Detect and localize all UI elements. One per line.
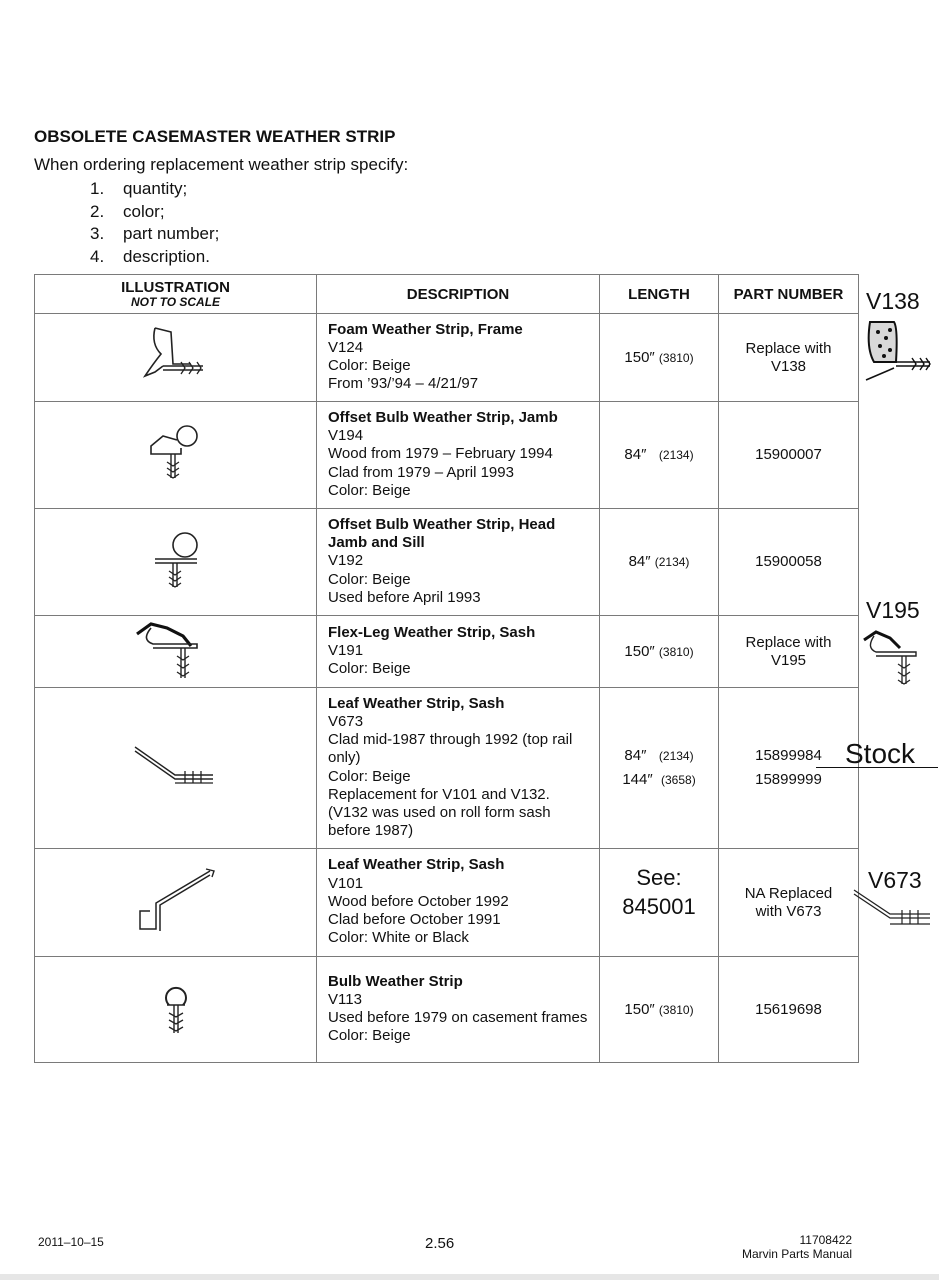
intro-text: When ordering replacement weather strip specify:: [34, 155, 409, 174]
description-line: Clad before October 1991: [328, 911, 501, 929]
description-line: Replacement for V101 and V132.: [328, 785, 550, 803]
length-inches: 144″: [622, 771, 653, 788]
table-row: [35, 616, 859, 688]
description-line: Color: White or Black: [328, 929, 469, 947]
v138-replacement-illustration: [860, 318, 936, 388]
part-line: Replace with: [745, 339, 832, 357]
illustration-cell: [35, 849, 317, 957]
length-inches: 150″: [624, 642, 655, 660]
description-line: Color: Beige: [328, 767, 411, 785]
table-row: [35, 314, 859, 402]
length-mm: (2134): [654, 555, 690, 569]
part-line: V195: [770, 651, 807, 669]
part-line: Replace with: [745, 633, 832, 651]
footer-doc-info: [742, 1233, 852, 1261]
part-line: 15899999: [755, 771, 822, 788]
part-line: 15900058: [755, 553, 822, 570]
leaf-weather-strip-v101-illustration: [136, 865, 216, 935]
step-number: 1.: [90, 179, 105, 198]
page-number: 2.56: [425, 1235, 455, 1252]
length-cell: [600, 849, 719, 957]
step-text: quantity;: [123, 179, 188, 198]
header-part-number: PART NUMBER: [719, 275, 859, 314]
model-code: V673: [328, 712, 364, 730]
table-row: [35, 849, 859, 957]
part-number-cell: [719, 314, 859, 402]
note-v673-label: V673: [868, 867, 922, 893]
part-number-cell: [719, 957, 859, 1063]
description-line: Used before 1979 on casement frames: [328, 1009, 588, 1026]
product-name: Foam Weather Strip, Frame: [328, 320, 523, 338]
manual-title: Marvin Parts Manual: [741, 1247, 852, 1261]
length-cell: [600, 509, 719, 616]
part-number-cell: [719, 688, 859, 849]
description-line: Used before April 1993: [328, 588, 481, 606]
header-length: LENGTH: [600, 275, 719, 314]
model-code: V194: [328, 427, 364, 445]
illustration-cell: [35, 688, 317, 849]
step-text: part number;: [123, 224, 220, 243]
step-number: 3.: [90, 224, 105, 243]
description-line: (V132 was used on roll form sash before 1987): [328, 803, 551, 840]
illustration-cell: [35, 314, 317, 402]
length-cell: [600, 616, 719, 688]
see-reference-number: 845001: [622, 894, 696, 919]
bulb-weather-strip-illustration: [151, 979, 201, 1035]
footer-date: 2011–10–15: [38, 1235, 104, 1249]
illustration-cell: [35, 509, 317, 616]
illustration-cell: [35, 957, 317, 1063]
description-line: Color: Beige: [328, 660, 411, 678]
description-cell: [317, 849, 600, 957]
description-line: Color: Beige: [328, 481, 411, 499]
v195-replacement-illustration: [860, 626, 920, 686]
step-text: description.: [123, 246, 210, 266]
model-code: V113: [328, 990, 362, 1008]
part-number-cell: [719, 402, 859, 509]
see-reference-label: See:: [636, 865, 682, 890]
description-cell: [317, 314, 600, 402]
order-steps-list: [90, 178, 219, 268]
description-line: Wood from 1979 – February 1994: [328, 445, 553, 463]
not-to-scale-note: NOT TO SCALE: [130, 295, 221, 309]
part-number-cell: [719, 509, 859, 616]
length-cell: [600, 314, 719, 402]
length-mm: (3810): [658, 350, 694, 365]
list-item: [90, 223, 219, 246]
part-line: 15899984: [755, 747, 822, 764]
length-cell: [600, 957, 719, 1063]
part-line: with V673: [755, 902, 822, 920]
parts-table: [34, 274, 859, 1063]
description-line: Clad mid-1987 through 1992 (top rail only): [328, 731, 573, 767]
length-mm: (2134): [658, 749, 694, 763]
description-cell: [317, 616, 600, 688]
description-line: Wood before October 1992: [328, 892, 509, 910]
part-number-cell: [719, 849, 859, 957]
model-code: V124: [328, 338, 364, 356]
description-line: Color: Beige: [328, 357, 411, 374]
illustration-cell: [35, 402, 317, 509]
list-item: [90, 178, 219, 201]
table-row: [35, 688, 859, 849]
model-code: V192: [328, 552, 364, 570]
product-name: Leaf Weather Strip, Sash: [328, 856, 505, 874]
description-cell: [317, 509, 600, 616]
part-line: NA Replaced: [744, 884, 833, 902]
length-cell: [600, 688, 719, 849]
model-code: V101: [328, 874, 364, 892]
length-inches: 84″: [628, 553, 651, 570]
document-number: 11708422: [799, 1233, 852, 1247]
step-number: 2.: [90, 201, 105, 221]
offset-bulb-jamb-illustration: [141, 422, 211, 484]
table-header-row: [35, 275, 859, 314]
description-cell: [317, 957, 600, 1063]
bottom-edge: [0, 1274, 939, 1280]
part-number-cell: [719, 616, 859, 688]
model-code: V191: [328, 641, 364, 659]
description-line: Clad from 1979 – April 1993: [328, 463, 514, 481]
description-line: Color: Beige: [328, 1027, 411, 1045]
header-illustration: ILLUSTRATION NOT TO SCALE: [35, 275, 317, 314]
table-row: [35, 509, 859, 616]
length-mm: (3658): [661, 773, 696, 787]
length-mm: (3810): [658, 644, 694, 659]
length-mm: (2134): [658, 448, 694, 462]
product-name: Flex-Leg Weather Strip, Sash: [328, 623, 536, 641]
length-inches: 150″: [624, 348, 655, 366]
length-mm: (3810): [658, 1002, 694, 1017]
description-line: From ’93/’94 – 4/21/97: [328, 375, 479, 393]
offset-bulb-head-sill-illustration: [141, 529, 211, 591]
step-text: color;: [123, 201, 165, 221]
product-name: Offset Bulb Weather Strip, Jamb: [328, 408, 558, 426]
list-item: [90, 201, 219, 224]
flex-leg-weather-strip-illustration: [131, 618, 221, 680]
note-v138-label: V138: [866, 288, 920, 314]
product-name: Bulb Weather Strip: [328, 972, 463, 990]
header-description: DESCRIPTION: [317, 275, 600, 314]
list-item: [90, 246, 219, 269]
v673-replacement-illustration: [852, 886, 932, 930]
note-stock-label: Stock: [845, 738, 916, 769]
part-line: V138: [770, 357, 807, 375]
length-inches: 150″: [624, 1000, 655, 1018]
part-line: 15619698: [755, 1000, 822, 1018]
length-cell: [600, 402, 719, 509]
description-cell: [317, 402, 600, 509]
foam-weather-strip-illustration: [141, 324, 211, 386]
description-cell: [317, 688, 600, 849]
illustration-cell: [35, 616, 317, 688]
note-v195-label: V195: [866, 597, 920, 623]
stock-underline: [816, 767, 938, 768]
leaf-weather-strip-v673-illustration: [131, 741, 221, 791]
part-line: 15900007: [755, 446, 822, 463]
step-number: 4.: [90, 246, 105, 266]
length-inches: 84″: [624, 446, 647, 463]
product-name: Offset Bulb Weather Strip, Head Jamb and Sill: [328, 515, 556, 552]
page-title: OBSOLETE CASEMASTER WEATHER STRIP: [34, 127, 396, 146]
table-row: [35, 957, 859, 1063]
product-name: Leaf Weather Strip, Sash: [328, 694, 505, 712]
description-line: Color: Beige: [328, 570, 411, 588]
table-row: [35, 402, 859, 509]
length-inches: 84″: [624, 747, 647, 764]
